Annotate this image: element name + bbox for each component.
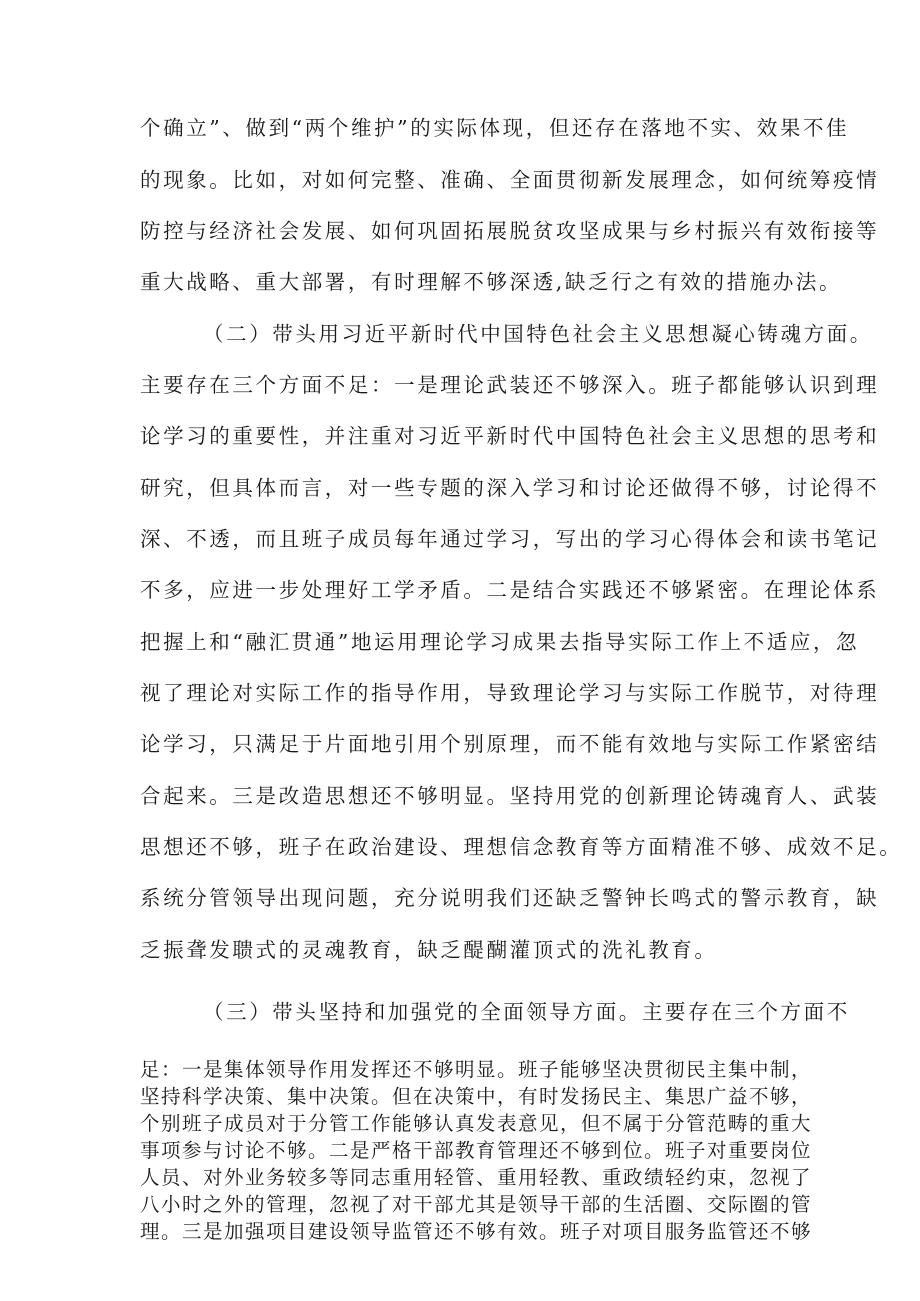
text-line: 的现象。比如，对如何完整、准确、全面贯彻新发展理念，如何统筹疫情 [140,168,880,192]
text-line: 研究，但具体而言，对一些专题的深入学习和讨论还做得不够，讨论得不 [140,476,880,500]
section-heading-3: （三）带头坚持和加强党的全面领导方面。主要存在三个方面不 [203,1000,850,1024]
text-line: 事项参与讨论不够。二是严格干部教育管理还不够到位。班子对重要岗位 [140,1139,813,1162]
text-line: 论学习的重要性，并注重对习近平新时代中国特色社会主义思想的思考和 [140,424,880,448]
text-line: 论学习，只满足于片面地引用个别原理，而不能有效地与实际工作紧密结 [140,732,880,756]
text-line: 个别班子成员对于分管工作能够认真发表意见，但不属于分管范畴的重大 [140,1112,813,1135]
text-line: 系统分管领导出现问题，充分说明我们还缺乏警钟长鸣式的警示教育，缺 [140,886,880,910]
text-line: 防控与经济社会发展、如何巩固拓展脱贫攻坚成果与乡村振兴有效衔接等 [140,219,880,243]
text-line: 合起来。三是改造思想还不够明显。坚持用党的创新理论铸魂育人、武装 [140,784,880,808]
text-line: 八小时之外的管理，忽视了对干部尤其是领导干部的生活圈、交际圈的管 [140,1193,813,1216]
text-line: 把握上和“融汇贯通”地运用理论学习成果去指导实际工作上不适应，忽 [140,630,860,654]
text-line: 不多，应进一步处理好工学矛盾。二是结合实践还不够紧密。在理论体系 [140,578,880,602]
text-line: 思想还不够，班子在政治建设、理想信念教育等方面精准不够、成效不足。 [140,835,903,859]
text-line: 乏振聋发聩式的灵魂教育，缺乏醍醐灌顶式的洗礼教育。 [140,938,718,962]
text-line: 深、不透，而且班子成员每年通过学习，写出的学习心得体会和读书笔记 [140,527,880,551]
text-line: 人员、对外业务较多等同志重用轻管、重用轻教、重政绩轻约束，忽视了 [140,1166,813,1189]
section-heading-2: （二）带头用习近平新时代中国特色社会主义思想凝心铸魂方面。 [203,322,873,346]
text-line: 重大战略、重大部署，有时理解不够深透,缺乏行之有效的措施办法。 [140,270,843,294]
text-line: 坚持科学决策、集中决策。但在决策中，有时发扬民主、集思广益不够， [140,1085,813,1108]
text-line: 理。三是加强项目建设领导监管还不够有效。班子对项目服务监管还不够 [140,1220,813,1243]
text-line: 视了理论对实际工作的指导作用，导致理论学习与实际工作脱节，对待理 [140,681,880,705]
text-line: 足：一是集体领导作用发挥还不够明显。班子能够坚决贯彻民主集中制， [140,1058,813,1081]
text-line: 个确立”、做到“两个维护”的实际体现，但还存在落地不实、效果不佳 [140,116,850,140]
text-line: 主要存在三个方面不足：一是理论武装还不够深入。班子都能够认识到理 [140,373,880,397]
